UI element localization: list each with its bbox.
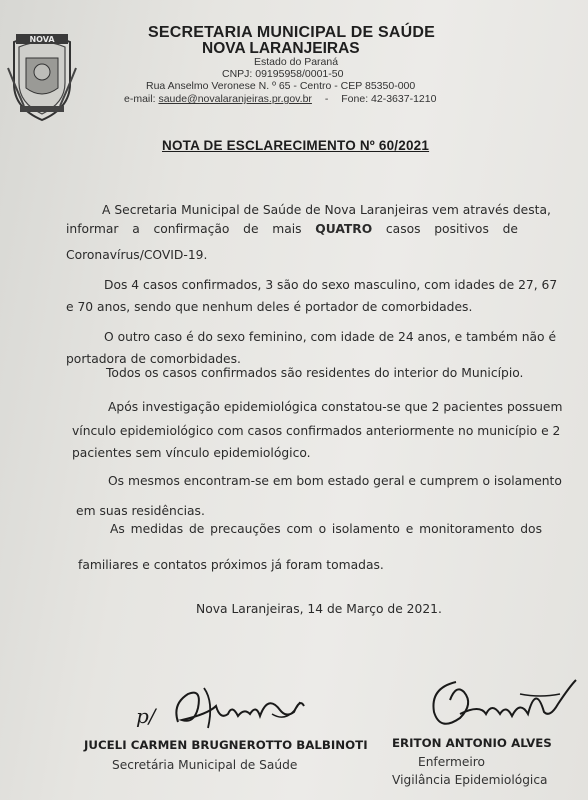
word: e: [405, 522, 414, 536]
email-label: e-mail:: [124, 93, 159, 105]
header-address: Rua Anselmo Veronese N. º 65 - Centro - CEP 85350-000: [146, 80, 416, 92]
header-title: SECRETARIA MUNICIPAL DE SAÚDE: [148, 24, 436, 41]
word: mais: [272, 222, 302, 236]
document-date: Nova Laranjeiras, 14 de Março de 2021.: [196, 602, 442, 616]
signature-2-handwriting-icon: [420, 674, 580, 734]
email-link[interactable]: saude@novalaranjeiras.pr.gov.br: [158, 93, 312, 105]
paragraph-5-line-3: pacientes sem vínculo epidemiológico.: [72, 446, 311, 460]
paragraph-4: Todos os casos confirmados são residentes do interior do Município.: [106, 366, 524, 380]
paragraph-1-line-3: Coronavírus/COVID-19.: [66, 248, 208, 262]
word: monitoramento: [419, 522, 515, 536]
word: isolamento: [331, 522, 400, 536]
document-title: NOTA DE ESCLARECIMENTO Nº 60/2021: [162, 138, 430, 153]
paragraph-5-line-1: Após investigação epidemiológica constatou-se que 2 pacientes possuem: [108, 400, 563, 414]
header-separator: -: [321, 93, 332, 105]
signature-1-name: JUCELI CARMEN BRUGNEROTTO BALBINOTI: [84, 738, 368, 752]
header-contact: [124, 93, 436, 105]
word: precauções: [210, 522, 281, 536]
word: medidas: [130, 522, 184, 536]
signature-2-department: Vigilância Epidemiológica: [392, 773, 548, 787]
word: de: [243, 222, 259, 236]
word: o: [318, 522, 327, 536]
crest-text: NOVA: [29, 35, 55, 44]
word: As: [110, 522, 125, 536]
word: informar: [66, 222, 119, 236]
paragraph-7-line-2: familiares e contatos próximos já foram tomadas.: [78, 558, 384, 572]
header-phone: Fone: 42-3637-1210: [341, 93, 437, 105]
word: positivos: [434, 222, 489, 236]
word: a: [132, 222, 140, 236]
word: de: [188, 522, 205, 536]
word: de: [502, 222, 518, 236]
paragraph-3-line-2: portadora de comorbidades.: [66, 352, 241, 366]
paragraph-1-line-1: A Secretaria Municipal de Saúde de Nova Laranjeiras vem através desta,: [102, 203, 551, 217]
header-cnpj: CNPJ: 09195958/0001-50: [222, 68, 344, 80]
paragraph-5-line-2: vínculo epidemiológico com casos confirmados anteriormente no município e 2: [72, 424, 561, 438]
paragraph-2-line-1: Dos 4 casos confirmados, 3 são do sexo masculino, com idades de 27, 67: [104, 278, 558, 292]
paragraph-6-line-2: em suas residências.: [76, 504, 205, 518]
bold-count: QUATRO: [315, 222, 373, 236]
word: dos: [520, 522, 542, 536]
signature-2-role: Enfermeiro: [418, 755, 485, 769]
word: confirmação: [153, 222, 230, 236]
paragraph-6-line-1: Os mesmos encontram-se em bom estado geral e cumprem o isolamento: [108, 474, 562, 488]
paragraph-3-line-1: O outro caso é do sexo feminino, com idade de 24 anos, e também não é: [104, 330, 557, 344]
word: casos: [385, 222, 421, 236]
municipal-crest-icon: [6, 28, 78, 124]
signature-2-name: ERITON ANTONIO ALVES: [392, 736, 552, 750]
header-state: Estado do Paraná: [254, 56, 339, 68]
paragraph-7-line-1: [110, 522, 542, 536]
paragraph-2-line-2: e 70 anos, sendo que nenhum deles é portador de comorbidades.: [66, 300, 473, 314]
signature-prefix: p/: [136, 704, 156, 728]
signature-1-handwriting-icon: [168, 684, 308, 732]
paragraph-1-line-2: [66, 222, 518, 236]
header-subtitle: NOVA LARANJEIRAS: [202, 40, 360, 57]
word: com: [286, 522, 313, 536]
signature-1-role: Secretária Municipal de Saúde: [112, 758, 298, 772]
